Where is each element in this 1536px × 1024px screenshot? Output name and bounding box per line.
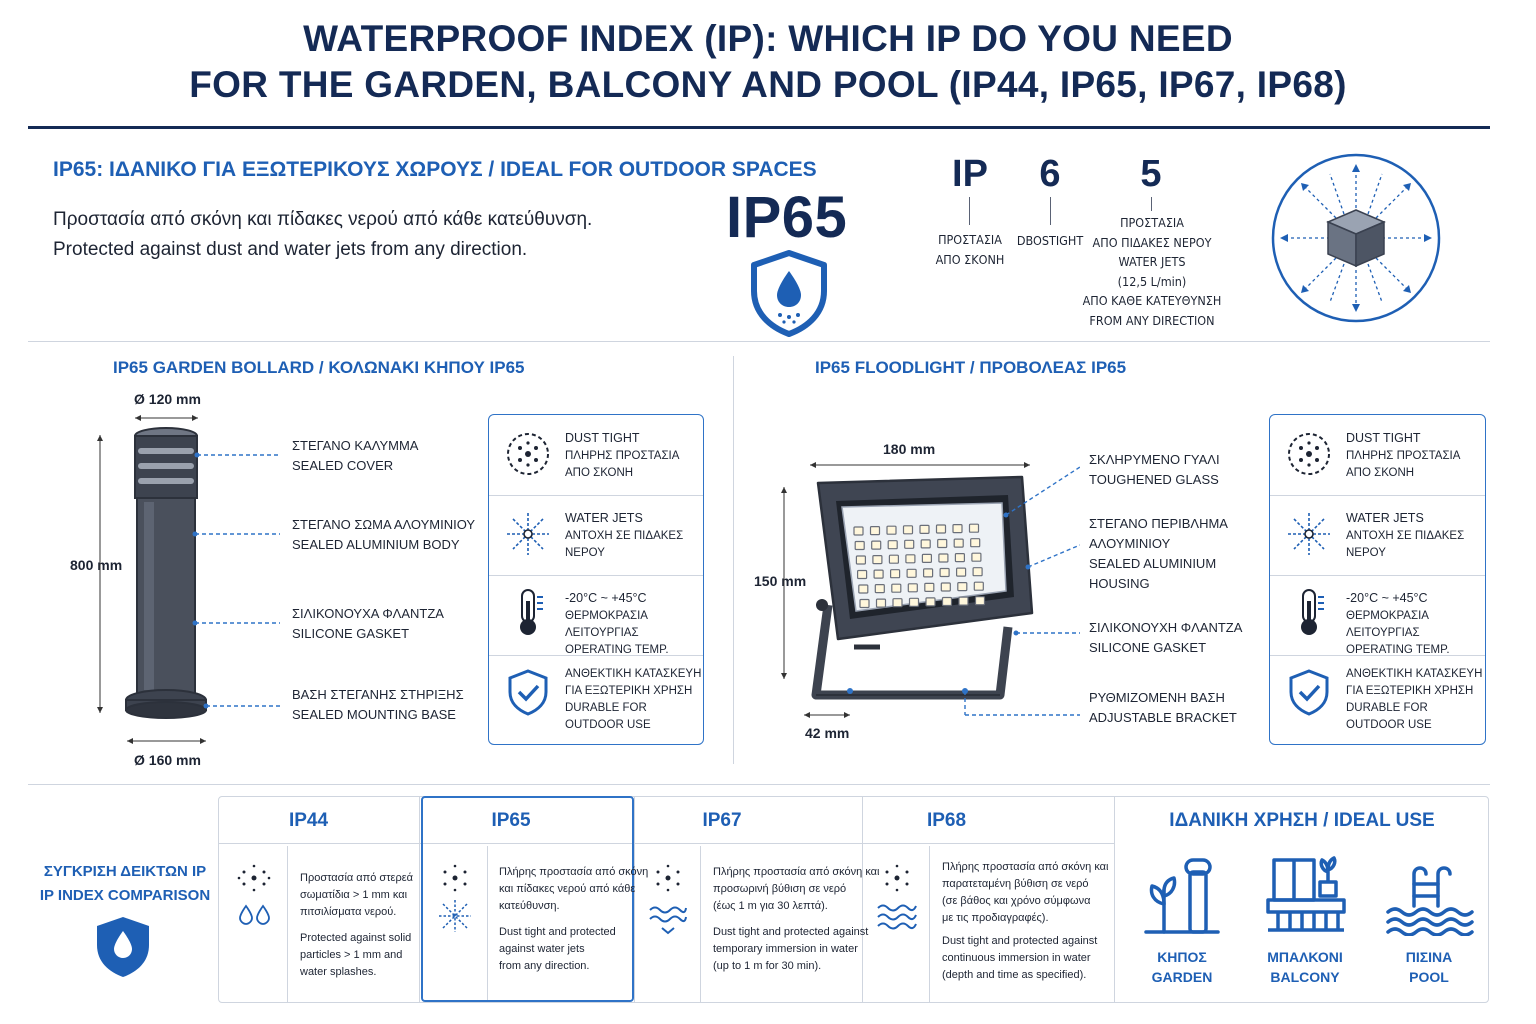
- feature-box-bollard: [488, 414, 704, 745]
- pool-icon: [1386, 860, 1474, 936]
- cmp-ip65-title: IP65: [491, 810, 531, 831]
- feature-dust: DUST TIGHT ΠΛΗΡΗΣ ΠΡΟΣΤΑΣΙΑ ΑΠΟ ΣΚΟΝΗ: [1346, 431, 1461, 479]
- led-chip: [924, 569, 933, 577]
- led-chip: [908, 584, 917, 592]
- led-chip: [855, 542, 864, 550]
- floodlight-dim-height: 150 mm: [754, 573, 807, 589]
- garden-bollard-illustration: [90, 408, 295, 748]
- led-chip: [941, 583, 950, 591]
- led-chip: [922, 554, 931, 562]
- comparison-header-rule: [218, 843, 1114, 844]
- cmp-inner-divider: [487, 846, 488, 1000]
- led-chip: [974, 582, 983, 590]
- water-jets-icon: [1284, 509, 1334, 559]
- shield-check-icon: [503, 667, 553, 717]
- led-chip: [905, 540, 914, 548]
- ip65-icons: [435, 862, 475, 936]
- dust-tight-icon: [503, 429, 553, 479]
- intro-heading: IP65: ΙΔΑΝΙΚΟ ΓΙΑ ΕΞΩΤΕΡΙΚΟΥΣ ΧΩΡΟΥΣ / IDEAL FOR OUTDOOR SPACES: [53, 158, 817, 181]
- ideal-use-title: ΙΔΑΝΙΚΗ ΧΡΗΣΗ / IDEAL USE: [1169, 810, 1435, 831]
- page-title-line1: WATERPROOF INDEX (IP): WHICH IP DO YOU NEED: [303, 18, 1233, 59]
- led-chip: [874, 570, 883, 578]
- floodlight-dim-width: 180 mm: [883, 441, 936, 457]
- water-jets-icon: [503, 509, 553, 559]
- ip-connector: [1050, 197, 1051, 225]
- led-chip: [854, 527, 863, 535]
- bollard-dim-bottom: Ø 160 mm: [134, 752, 201, 768]
- led-chip: [891, 570, 900, 578]
- led-chip: [888, 541, 897, 549]
- cmp-ip65-text: Πλήρης προστασία από σκόνη και πίδακες νερού από κάθε κατεύθυνση. Dust tight and protected against water jets from any direction.: [499, 866, 649, 972]
- intro-text-gr: Προστασία από σκόνη και πίδακες νερού από κάθε κατεύθυνση.: [53, 209, 593, 230]
- garden-icon: [1142, 856, 1222, 936]
- bollard-callout-gasket: ΣΙΛΙΚΟΝΟΥΧΑ ΦΛΑΝΤΖΑ SILICONE GASKET: [292, 606, 444, 641]
- led-chip: [973, 568, 982, 576]
- led-chip: [872, 541, 881, 549]
- cmp-inner-divider: [929, 846, 930, 1002]
- led-chip: [871, 527, 880, 535]
- ip-code-ip: IP: [952, 153, 988, 195]
- led-chip: [955, 554, 964, 562]
- ip-connector: [1151, 197, 1152, 211]
- led-chip: [959, 597, 968, 605]
- comparison-col-divider: [1114, 797, 1115, 1002]
- led-chip: [887, 526, 896, 534]
- water-jets-cube-icon: [1270, 152, 1442, 324]
- feature-water: WATER JETS ΑΝΤΟΧΗ ΣΕ ΠΙΔΑΚΕΣ ΝΕΡΟΥ: [1346, 511, 1465, 559]
- ip68-icons: [876, 862, 918, 936]
- led-chip: [906, 555, 915, 563]
- cmp-ip68-title: IP68: [926, 810, 967, 831]
- led-chip: [940, 569, 949, 577]
- cmp-ip68-text: Πλήρης προστασία από σκόνη και παρατεταμένη βύθιση σε νερό (σε βάθος και χρόνο σύμφωνα με τις προδιαγραφές). Dust tight and protected against continuous immersion in water (depth and time as specified).: [942, 861, 1109, 981]
- led-grid: [842, 503, 1002, 613]
- led-chip: [889, 555, 898, 563]
- comparison-col-divider: [419, 797, 420, 1002]
- led-chip: [926, 598, 935, 606]
- floodlight-heading: IP65 FLOODLIGHT / ΠΡΟΒΟΛΕΑΣ IP65: [815, 358, 1127, 377]
- ip-code-digit1: 6: [1039, 153, 1061, 195]
- feature-temp: -20°C ~ +45°C ΘΕΡΜΟΚΡΑΣΙΑ ΛΕΙΤΟΥΡΓΙΑΣ OPERATING TEMP.: [565, 591, 669, 656]
- dust-tight-icon: [1284, 429, 1334, 479]
- led-chip: [921, 540, 930, 548]
- feature-temp: -20°C ~ +45°C ΘΕΡΜΟΚΡΑΣΙΑ ΛΕΙΤΟΥΡΓΙΑΣ OPERATING TEMP.: [1346, 591, 1450, 656]
- floodlight-callout-glass: ΣΚΛΗΡΥΜΕΝΟ ΓΥΑΛΙ TOUGHENED GLASS: [1089, 452, 1220, 487]
- cmp-ip44-title: IP44: [288, 810, 329, 831]
- floodlight-callout-housing: ΣΤΕΓΑΝΟ ΠΕΡΙΒΛΗΜΑ ΑΛΟΥΜΙΝΙΟΥ SEALED ALUMINIUM HOUSING: [1089, 516, 1228, 591]
- use-balcony-label: ΜΠΑΛΚΟΝΙ BALCONY: [1267, 949, 1343, 985]
- led-chip: [875, 585, 884, 593]
- led-chip: [925, 583, 934, 591]
- floodlight-dim-depth: 42 mm: [805, 725, 850, 741]
- bollard-heading: IP65 GARDEN BOLLARD / ΚΟΛΩΝΑΚΙ ΚΗΠΟΥ IP65: [113, 358, 525, 377]
- use-garden-label: ΚΗΠΟΣ GARDEN: [1151, 949, 1213, 985]
- ip-connector: [969, 197, 970, 225]
- bollard-dim-height: 800 mm: [70, 557, 123, 573]
- feature-durable: ΑΝΘΕΚΤΙΚΗ ΚΑΤΑΣΚΕΥΗ ΓΙΑ ΕΞΩΤΕΡΙΚΗ ΧΡΗΣΗ DURABLE FOR OUTDOOR USE: [1346, 668, 1483, 731]
- cmp-inner-divider: [700, 846, 701, 1002]
- comparison-side-label: ΣΥΓΚΡΙΣΗ ΔΕΙΚΤΩΝ IP IP INDEX COMPARISON: [39, 863, 211, 904]
- thermometer-icon: [503, 587, 553, 637]
- bollard-callout-cover: ΣΤΕΓΑΝΟ ΚΑΛΥΜΜΑ SEALED COVER: [292, 438, 419, 473]
- led-chip: [972, 553, 981, 561]
- cmp-inner-divider: [287, 846, 288, 1002]
- ip67-icons: [648, 862, 688, 936]
- use-pool-label: ΠΙΣΙΝΑ POOL: [1405, 949, 1453, 985]
- ip-label-dusttight: DBOSTIGHT: [1016, 233, 1084, 248]
- led-chip: [859, 585, 868, 593]
- led-chip: [893, 599, 902, 607]
- ip-label-dust: ΠΡΟΣΤΑΣΙΑ ΑΠΟ ΣΚΟΝΗ: [935, 232, 1005, 267]
- ip-code-digit2: 5: [1140, 153, 1162, 195]
- led-chip: [873, 556, 882, 564]
- led-chip: [904, 526, 913, 534]
- led-chip: [910, 598, 919, 606]
- led-chip: [937, 525, 946, 533]
- led-chip: [938, 540, 947, 548]
- led-chip: [858, 571, 867, 579]
- page-title-line2: FOR THE GARDEN, BALCONY AND POOL (IP44, IP65, IP67, IP68): [189, 64, 1347, 105]
- led-chip: [877, 599, 886, 607]
- floodlight-callout-bracket: ΡΥΘΜΙΖΟΜΕΝΗ ΒΑΣΗ ADJUSTABLE BRACKET: [1089, 690, 1237, 725]
- led-chip: [920, 525, 929, 533]
- thermometer-icon: [1284, 587, 1334, 637]
- water-shield-icon: [744, 249, 834, 337]
- feature-water: WATER JETS ΑΝΤΟΧΗ ΣΕ ΠΙΔΑΚΕΣ ΝΕΡΟΥ: [565, 511, 684, 559]
- ip44-icons: [234, 862, 274, 932]
- section-divider-vertical: [733, 356, 734, 764]
- feature-box-floodlight: [1269, 414, 1486, 745]
- balcony-icon: [1264, 856, 1348, 936]
- floodlight-callout-gasket: ΣΙΛΙΚΟΝΟΥΧΗ ΦΛΑΝΤΖΑ SILICONE GASKET: [1089, 620, 1243, 655]
- led-chip: [957, 568, 966, 576]
- led-chip: [958, 583, 967, 591]
- led-chip: [939, 554, 948, 562]
- led-chip: [976, 597, 985, 605]
- bollard-callout-body: ΣΤΕΓΑΝΟ ΣΩΜΑ ΑΛΟΥΜΙΝΙΟΥ SEALED ALUMINIUM BODY: [292, 517, 476, 552]
- led-chip: [943, 598, 952, 606]
- led-chip: [971, 539, 980, 547]
- led-chip: [970, 524, 979, 532]
- feature-durable: ΑΝΘΕΚΤΙΚΗ ΚΑΤΑΣΚΕΥΗ ΓΙΑ ΕΞΩΤΕΡΙΚΗ ΧΡΗΣΗ DURABLE FOR OUTDOOR USE: [565, 668, 702, 731]
- led-chip: [907, 569, 916, 577]
- cmp-ip67-text: Πλήρης προστασία από σκόνη και προσωρινή βύθιση σε νερό (έως 1 m για 30 λεπτά). Dust tight and protected against temporary immersion in water (up to 1 m for 30 min).: [713, 866, 880, 972]
- led-chip: [860, 600, 869, 608]
- shield-check-icon: [1284, 667, 1334, 717]
- led-chip: [953, 525, 962, 533]
- led-chip: [892, 584, 901, 592]
- led-chip: [954, 539, 963, 547]
- intro-text-en: Protected against dust and water jets from any direction.: [53, 239, 528, 260]
- section-divider: [28, 341, 1490, 342]
- ip65-badge-label: IP65: [726, 185, 848, 250]
- header-divider: [28, 126, 1490, 129]
- bollard-callout-base: ΒΑΣΗ ΣΤΕΓΑΝΗΣ ΣΤΗΡΙΞΗΣ SEALED MOUNTING BASE: [292, 687, 464, 722]
- section-divider: [28, 784, 1490, 785]
- bollard-dim-top: Ø 120 mm: [134, 391, 201, 407]
- led-chip: [856, 556, 865, 564]
- ip-label-water: ΠΡΟΣΤΑΣΙΑ ΑΠΟ ΠΙΔΑΚΕΣ ΝΕΡΟΥ WATER JETS (12,5 L/min) ΑΠΟ ΚΑΘΕ ΚΑΤΕΥΘΥΝΣΗ FROM ANY DIRECTION: [1082, 215, 1222, 328]
- water-shield-icon: [94, 915, 152, 979]
- feature-dust: DUST TIGHT ΠΛΗΡΗΣ ΠΡΟΣΤΑΣΙΑ ΑΠΟ ΣΚΟΝΗ: [565, 431, 680, 479]
- cmp-ip67-title: IP67: [702, 810, 742, 831]
- cmp-ip44-text: Προστασία από στερεά σωματίδια > 1 mm και πιτσιλίσματα νερού. Protected against solid particles > 1 mm and water splashes.: [300, 872, 413, 978]
